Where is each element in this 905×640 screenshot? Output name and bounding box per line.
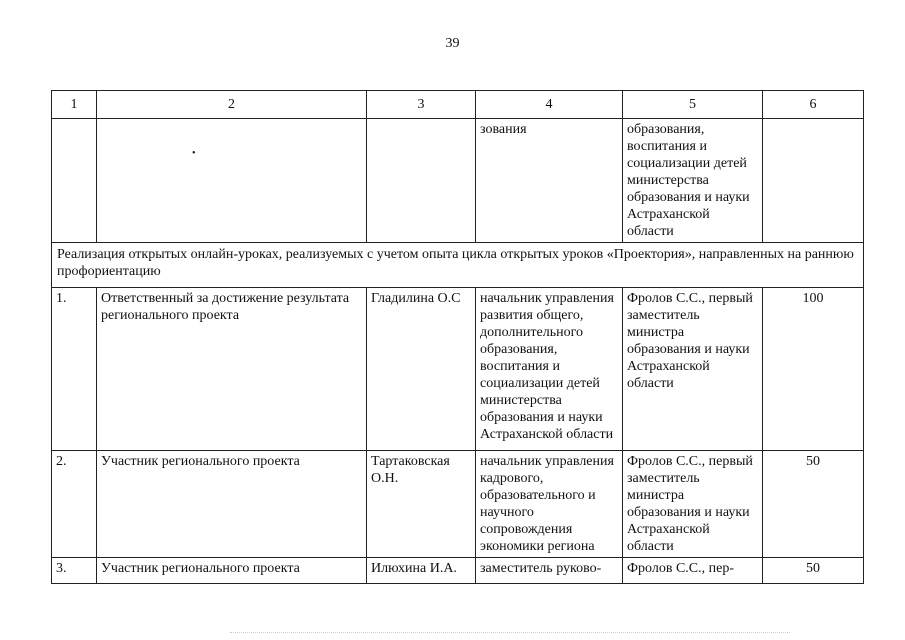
row-value: 50: [763, 451, 864, 558]
table-header-row: [52, 91, 864, 119]
cell-empty: [52, 119, 97, 243]
row-position: заместитель руково-: [476, 558, 623, 584]
row-supervisor: Фролов С.С., первый заместитель министра образования и науки Астраханской области: [623, 288, 763, 451]
table-row: [52, 451, 864, 558]
header-cell-4: 4: [476, 91, 623, 119]
row-position: начальник управления кадрового, образовательного и научного сопровождения экономики региона: [476, 451, 623, 558]
scan-dot: •: [192, 148, 196, 159]
section-title-row: [52, 243, 864, 288]
row-role: Участник регионального проекта: [97, 558, 367, 584]
header-cell-2: 2: [97, 91, 367, 119]
cell-empty: [367, 119, 476, 243]
row-number: 2.: [52, 451, 97, 558]
row-value: 50: [763, 558, 864, 584]
responsibility-table: [51, 90, 864, 584]
row-role: Участник регионального проекта: [97, 451, 367, 558]
table-row-continuation: [52, 119, 864, 243]
cell-empty: [97, 119, 367, 243]
table-row: [52, 558, 864, 584]
cell-empty: [763, 119, 864, 243]
header-cell-6: 6: [763, 91, 864, 119]
row-name: Гладилина О.С: [367, 288, 476, 451]
scan-noise-line: [230, 632, 790, 635]
header-cell-3: 3: [367, 91, 476, 119]
row-value: 100: [763, 288, 864, 451]
row-name: Тартаковская О.Н.: [367, 451, 476, 558]
cell-supervisor: образования, воспитания и социализации детей министерства образования и науки Астраханской области: [623, 119, 763, 243]
row-number: 3.: [52, 558, 97, 584]
row-position: начальник управления развития общего, дополнительного образования, воспитания и социализации детей министерства образования и науки Астраханской области: [476, 288, 623, 451]
row-name: Илюхина И.А.: [367, 558, 476, 584]
header-cell-1: 1: [52, 91, 97, 119]
row-role: Ответственный за достижение результата регионального проекта: [97, 288, 367, 451]
section-title: Реализация открытых онлайн-уроках, реализуемых с учетом опыта цикла открытых уроков «Проектория», направленных на раннюю профориентацию: [52, 243, 864, 288]
row-supervisor: Фролов С.С., пер-: [623, 558, 763, 584]
page-number: 39: [445, 36, 460, 51]
row-number: 1.: [52, 288, 97, 451]
header-cell-5: 5: [623, 91, 763, 119]
table-row: [52, 288, 864, 451]
cell-position: зования: [476, 119, 623, 243]
row-supervisor: Фролов С.С., первый заместитель министра образования и науки Астраханской области: [623, 451, 763, 558]
